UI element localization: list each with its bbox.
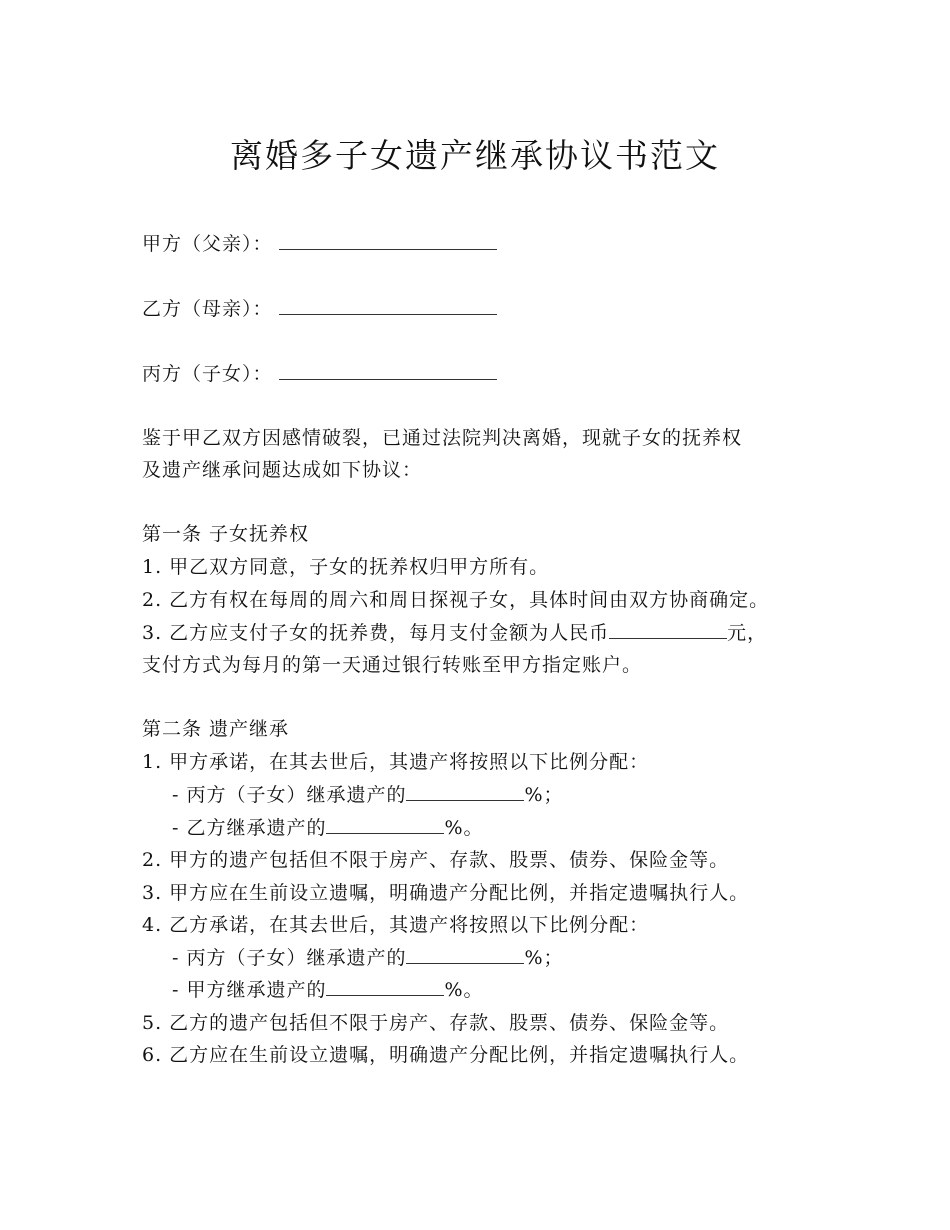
- sub-text: - 乙方继承遗产的: [172, 817, 327, 839]
- article1-item-3-continued: 支付方式为每月的第一天通过银行转账至甲方指定账户。: [142, 654, 643, 676]
- preamble-line-2: 及遗产继承问题达成如下协议：: [142, 459, 423, 481]
- article2-item-4: 4. 乙方承诺，在其去世后，其遗产将按照以下比例分配：: [142, 914, 650, 936]
- article2-item-5: 5. 乙方的遗产包括但不限于房产、存款、股票、债券、保险金等。: [142, 1012, 730, 1034]
- article2-item-6: 6. 乙方应在生前设立遗嘱，明确遗产分配比例，并指定遗嘱执行人。: [142, 1044, 750, 1066]
- article2-item-1: 1. 甲方承诺，在其去世后，其遗产将按照以下比例分配：: [142, 751, 650, 773]
- sub-text: - 丙方（子女）继承遗产的: [172, 784, 407, 806]
- party-a-line: [142, 230, 497, 258]
- document-title: 离婚多子女遗产继承协议书范文: [230, 136, 720, 175]
- party-b-label: 乙方（母亲）：: [142, 298, 273, 320]
- party-c-line: [142, 360, 497, 388]
- percent-blank: [326, 977, 444, 996]
- article1-heading: 第一条 子女抚养权: [142, 523, 310, 545]
- percent-blank: [406, 782, 524, 801]
- article2-item-4-sub-1: [172, 944, 564, 972]
- sub-suffix: %；: [524, 947, 564, 969]
- party-b-line: [142, 295, 497, 323]
- article1-item-3-text: 3. 乙方应支付子女的抚养费，每月支付金额为人民币: [142, 622, 610, 644]
- sub-suffix: %。: [444, 817, 484, 839]
- article2-item-3: 3. 甲方应在生前设立遗嘱，明确遗产分配比例，并指定遗嘱执行人。: [142, 882, 750, 904]
- article2-heading: 第二条 遗产继承: [142, 718, 290, 740]
- party-a-label: 甲方（父亲）：: [142, 233, 273, 255]
- article2-item-2: 2. 甲方的遗产包括但不限于房产、存款、股票、债券、保险金等。: [142, 849, 730, 871]
- sub-suffix: %。: [444, 979, 484, 1001]
- sub-suffix: %；: [524, 784, 564, 806]
- support-amount-blank: [609, 620, 727, 639]
- percent-blank: [406, 945, 524, 964]
- article1-item-3: [142, 619, 767, 647]
- sub-text: - 甲方继承遗产的: [172, 979, 327, 1001]
- party-a-blank: [279, 231, 497, 250]
- party-b-blank: [279, 296, 497, 315]
- article2-item-1-sub-2: [172, 814, 484, 842]
- article1-item-3-unit: 元，: [727, 622, 768, 644]
- percent-blank: [326, 815, 444, 834]
- party-c-label: 丙方（子女）：: [142, 363, 273, 385]
- article2-item-1-sub-1: [172, 781, 564, 809]
- article2-item-4-sub-2: [172, 976, 484, 1004]
- article1-item-1: 1. 甲乙双方同意，子女的抚养权归甲方所有。: [142, 556, 550, 578]
- article1-item-2: 2. 乙方有权在每周的周六和周日探视子女，具体时间由双方协商确定。: [142, 589, 770, 611]
- preamble-line-1: 鉴于甲乙双方因感情破裂，已通过法院判决离婚，现就子女的抚养权: [142, 427, 743, 449]
- sub-text: - 丙方（子女）继承遗产的: [172, 947, 407, 969]
- party-c-blank: [279, 361, 497, 380]
